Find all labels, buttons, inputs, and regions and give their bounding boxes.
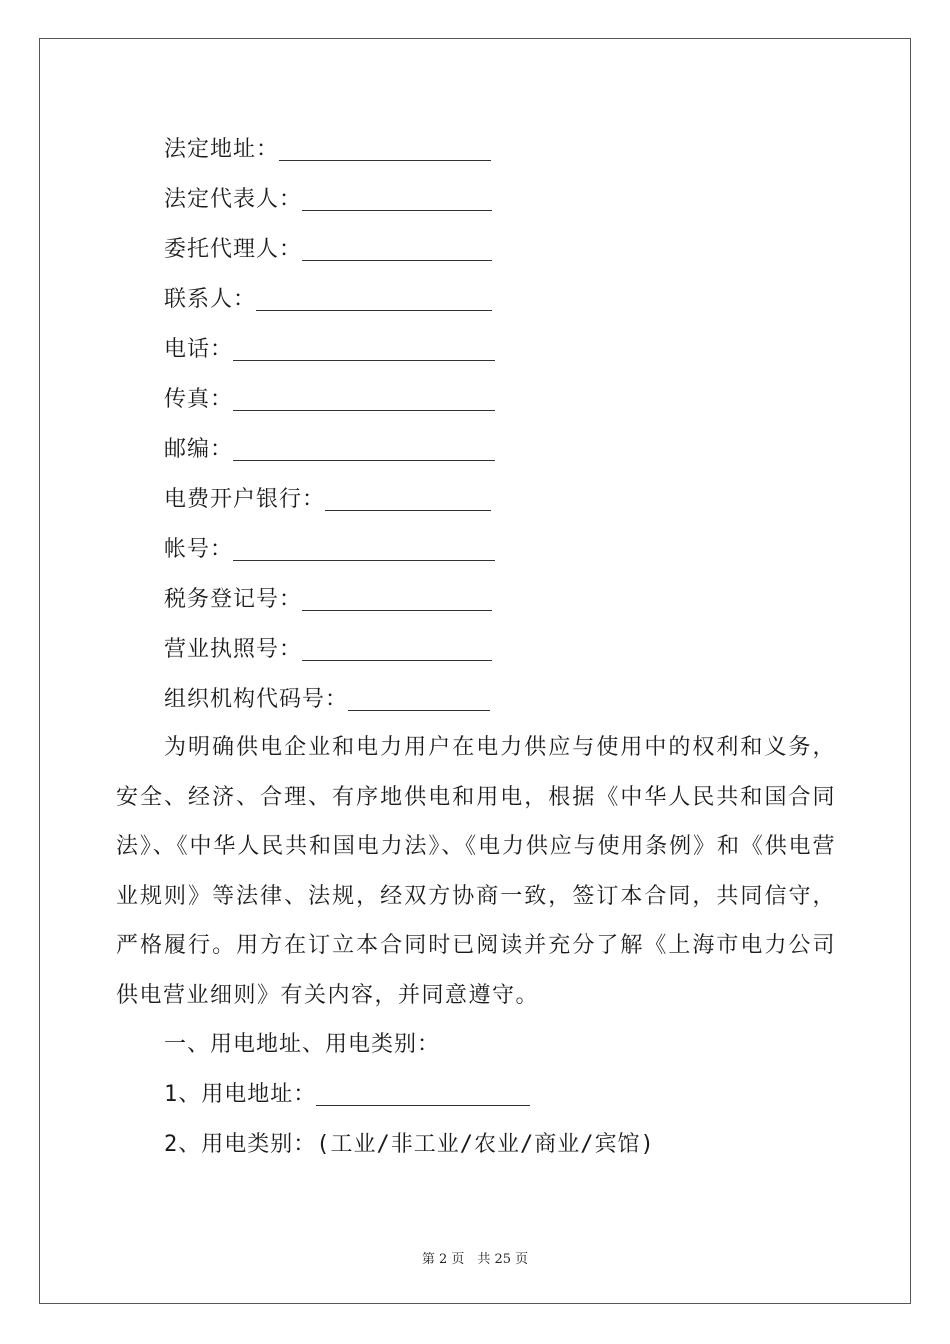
field-label: 委托代理人： xyxy=(164,237,303,262)
field-blank-line[interactable] xyxy=(233,359,495,361)
field-bank xyxy=(164,485,491,515)
field-blank-line[interactable] xyxy=(279,159,491,161)
field-label: 1、用电地址： xyxy=(164,1082,317,1107)
page-footer: 第 2 页 共 25 页 xyxy=(421,1252,529,1267)
field-label: 组织机构代码号： xyxy=(164,687,349,712)
field-blank-line[interactable] xyxy=(233,459,495,461)
section-1-heading: 一、用电地址、用电类别： xyxy=(164,1032,441,1057)
field-label: 税务登记号： xyxy=(164,587,303,612)
field-business-license xyxy=(164,635,492,665)
field-label: 传真： xyxy=(164,387,234,412)
field-label: 法定地址： xyxy=(164,137,280,162)
field-contact-person xyxy=(164,285,492,315)
field-blank-line[interactable] xyxy=(233,409,495,411)
field-blank-line[interactable] xyxy=(302,659,492,661)
field-fax xyxy=(164,385,495,415)
field-usage-address xyxy=(164,1080,530,1110)
field-blank-line[interactable] xyxy=(256,309,492,311)
section-1-item-2: 2、用电类别：(工业/非工业/农业/商业/宾馆) xyxy=(164,1132,655,1157)
field-label: 联系人： xyxy=(164,287,257,312)
field-legal-representative xyxy=(164,185,492,215)
field-postcode xyxy=(164,435,495,465)
field-blank-line[interactable] xyxy=(233,559,495,561)
field-blank-line[interactable] xyxy=(316,1104,530,1106)
field-blank-line[interactable] xyxy=(348,709,490,711)
field-label: 电话： xyxy=(164,337,234,362)
field-legal-address xyxy=(164,135,491,165)
field-label: 帐号： xyxy=(164,537,234,562)
field-blank-line[interactable] xyxy=(302,259,492,261)
field-phone xyxy=(164,335,495,365)
field-organization-code xyxy=(164,685,490,715)
page-frame xyxy=(39,38,911,1304)
field-account-number xyxy=(164,535,495,565)
field-label: 电费开户银行： xyxy=(164,487,326,512)
field-blank-line[interactable] xyxy=(302,609,492,611)
field-label: 营业执照号： xyxy=(164,637,303,662)
field-authorized-agent xyxy=(164,235,492,265)
field-tax-registration xyxy=(164,585,492,615)
field-blank-line[interactable] xyxy=(302,209,492,211)
field-label: 邮编： xyxy=(164,437,234,462)
intro-paragraph: 为明确供电企业和电力用户在电力供应与使用中的权利和义务，安全、经济、合理、有序地供电和用电，根据《中华人民共和国合同法》、《中华人民共和国电力法》、《电力供应与使用条例》和《供电营业规则》等法律、法规，经双方协商一致，签订本合同，共同信守，严格履行。用方在订立本合同时已阅读并充分了解《上海市电力公司供电营业细则》有关内容，并同意遵守。 xyxy=(116,735,836,1008)
field-label: 法定代表人： xyxy=(164,187,303,212)
field-blank-line[interactable] xyxy=(325,509,491,511)
